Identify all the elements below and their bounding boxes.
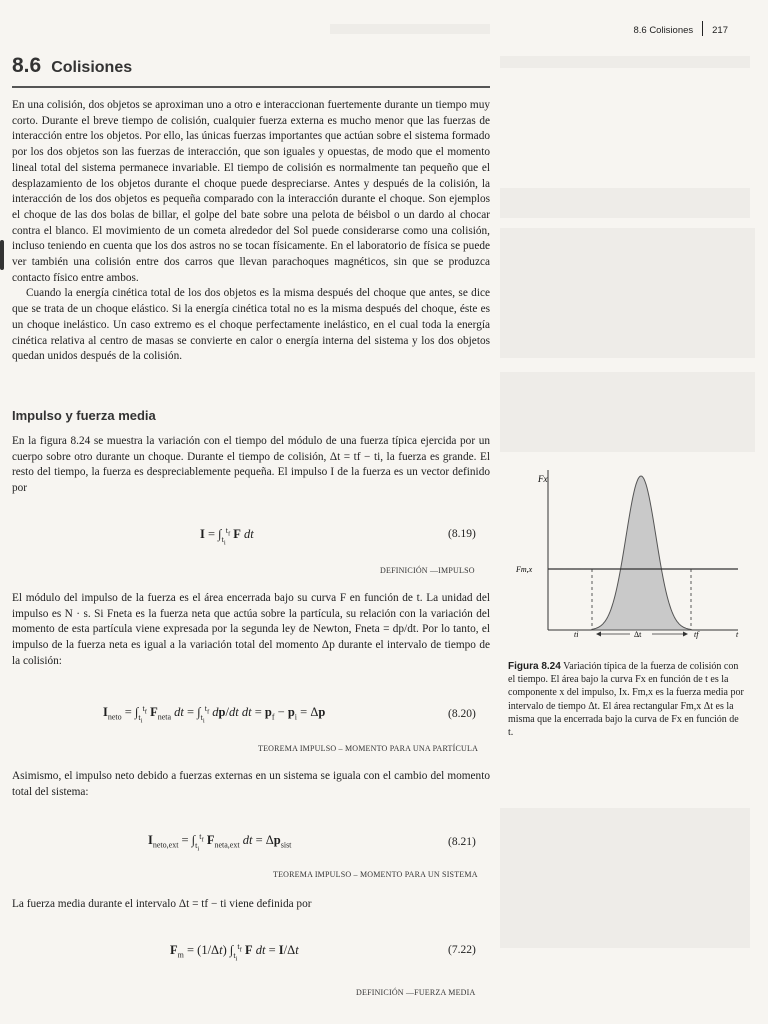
x-axis-label: t [736, 630, 739, 639]
intro-text [12, 98, 490, 365]
average-force-label: Fm,x [516, 565, 533, 574]
equation-number-8-19: (8.19) [448, 528, 476, 540]
tick-tf-label: tf [694, 630, 699, 639]
page-edge-mark [0, 240, 4, 270]
delta-arrowhead-right [683, 632, 688, 637]
y-axis-label: Fx [538, 474, 548, 484]
equation-8-19: $I = \int_{t_i}^{t_f}$ F dt [200, 526, 254, 547]
paragraph-system-momentum: Asimismo, el impulso neto debido a fuerzas externas en un sistema se iguala con el cambio del momento total del sistema: [12, 770, 490, 798]
delta-arrowhead-left [596, 632, 601, 637]
equation-caption-8-20: TEOREMA IMPULSO – MOMENTO PARA UNA PARTÍCULA [258, 744, 479, 753]
figure-label: Figura 8.24 [508, 661, 561, 672]
header-separator [702, 21, 703, 36]
subsection-title: Impulso y fuerza media [12, 408, 156, 423]
equation-caption-7-22: DEFINICIÓN —FUERZA MEDIA [356, 988, 476, 997]
equation-number-8-21: (8.21) [448, 836, 476, 848]
paragraph-collisions: En una colisión, dos objetos se aproximan uno a otro e interaccionan fuertemente durante un tiempo muy corto. Durante el breve tiempo de colisión, cualquier fuerza externa es mucho menor que las fuerzas de interacción entre los objetos. Por ello, las únicas fuerzas importantes que actúan sobre el sistema formado por los dos objetos son las fuerzas de interacción, que son iguales y opuestas, de modo que el momento lineal total del sistema permanece invariable. El tiempo de colisión es normalmente tan pequeño que el desplazamiento de los objetos durante el choque puede despreciarse. Antes y después de la colisión, la interacción de los dos objetos es pequeña comparado con la interacción durante el choque. Son ejemplos el choque de las dos bolas de billar, el golpe del bate sobre una pelota de béisbol o un dardo al chocar contra el blanco. El movimiento de un cometa alrededor del Sol puede considerarse como una colisión, incluso teniendo en cuenta que los dos astros no se tocan físicamente. En el laboratorio de física se puede ver también una colisión entre dos carros que llevan parachoques magnéticos, sin que se produzca contacto físico entre ambos. [12, 99, 490, 284]
paragraph-elastic: Cuando la energía cinética total de los dos objetos es la misma después del choque que antes, se dice que se trata de un choque elástico. Si la energía cinética total no es la misma después del choque, éste es un choque inelástico. Un caso extremo es el choque perfectamente inelástico, en el cual toda la energía cinética relativa al centro de masas se convierte en calor o energía interna del sistema y los dos objetos quedan unidos después de la colisión. [12, 287, 490, 363]
paragraph-impulse-newton: El módulo del impulso de la fuerza es el área encerrada bajo su curva F en función de t. La unidad del impulso es N · s. Si Fneta es la fuerza neta que actúa sobre la partícula, su relación con la variación del momento de esta partícula viene expresada por la segunda ley de Newton, Fneta = dp/dt. Por lo tanto, el impulso de la fuerza neta es igual a la variación total del momento Δp durante el intervalo de tiempo de la colisión: [12, 592, 490, 667]
section-number: 8.6 [12, 54, 42, 77]
figure-caption-text: Variación típica de la fuerza de colisión con el tiempo. El área bajo la curva Fx en función de t es la componente x del impulso, Ix. Fm,x es la fuerza media por intervalo de tiempo Δt. El área rectangular Fm,x Δt es la misma que la encerrada bajo la curva de Fx en función de t. [508, 661, 744, 739]
section-title [12, 54, 132, 78]
figure-caption [508, 660, 744, 739]
equation-caption-8-19: DEFINICIÓN —IMPULSO [380, 566, 475, 575]
equation-7-22: $F_m = (1/\Delta t)$ $\int_{t_i}^{t_f}$ F dt = I/Δt [170, 942, 299, 963]
paragraph-average-force: La fuerza media durante el intervalo Δt = tf − ti viene definida por [12, 898, 312, 910]
equation-8-21: $I_{neto,ext} = \int_{t_i}^{t_f}$ $F_{neta,ext}$ dt = $\Delta p_{sist}$ [148, 832, 292, 853]
running-header [633, 21, 728, 36]
running-header-section: 8.6 Colisiones [633, 25, 694, 36]
force-curve [592, 476, 691, 630]
equation-number-7-22: (7.22) [448, 944, 476, 956]
tick-ti-label: ti [574, 630, 579, 639]
equation-number-8-20: (8.20) [448, 708, 476, 720]
equation-8-20: $I_{neto} = \int_{t_i}^{t_f}$ $F_{neta}$ dt = $\int_{t_i}^{t_f}$ dp/dt dt = $p_f - p_i = \Delta p$ [103, 704, 326, 725]
delta-t-label: Δt [634, 630, 642, 639]
equation-caption-8-21: TEOREMA IMPULSO – MOMENTO PARA UN SISTEMA [273, 870, 478, 879]
section-rule [12, 86, 490, 88]
paragraph-impulse-intro: En la figura 8.24 se muestra la variación con el tiempo del módulo de una fuerza típica ejercida por un cuerpo sobre otro durante un choque. Durante el tiempo de colisión, Δt = tf − ti, la fuerza es grande. El resto del tiempo, la fuerza es despreciablemente pequeña. El impulso I de la fuerza es un vector definido por [12, 435, 490, 495]
section-name: Colisiones [51, 59, 133, 76]
figure-8-24 [508, 468, 748, 648]
page-number: 217 [712, 25, 728, 36]
